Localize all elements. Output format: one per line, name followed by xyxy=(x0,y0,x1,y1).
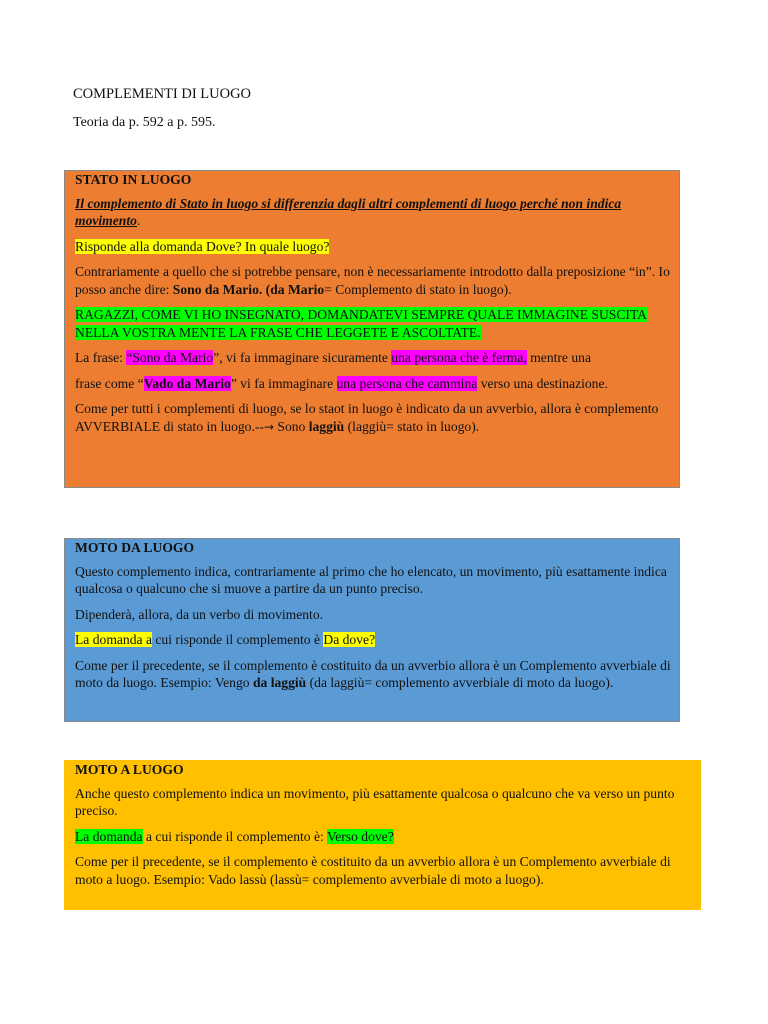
stato-paragraph-1 xyxy=(75,263,671,298)
f2-c: verso una destinazione. xyxy=(477,375,608,391)
moto-da-luogo-box xyxy=(64,538,680,722)
moto-da-question-highlight-2: Da dove? xyxy=(323,632,376,647)
stato-heading: STATO IN LUOGO xyxy=(75,172,192,187)
f2-a: frase come “ xyxy=(75,375,144,391)
f1-a: La frase: xyxy=(75,350,127,365)
f1-highlight: “Sono da Mario xyxy=(126,350,214,365)
moto-da-paragraph-4 xyxy=(75,657,671,692)
moto-da-p4-b: (da laggiù= complemento avverbiale di moto da luogo). xyxy=(306,675,614,690)
arrow-right-icon: → xyxy=(263,419,274,434)
moto-da-question-mid: cui risponde il complemento è xyxy=(152,632,324,647)
stato-frase-2 xyxy=(75,375,671,393)
stato-p1-b: = Complemento di stato in luogo). xyxy=(324,281,512,297)
moto-da-p4-bold: da laggiù xyxy=(252,675,307,690)
stato-paragraph-3 xyxy=(75,400,671,436)
stato-p3-c: (laggiù= stato in luogo). xyxy=(344,418,480,434)
f1-c: mentre una xyxy=(526,350,591,365)
stato-p3-a: Come per tutti i complementi di luogo, se lo staot in luogo è indicato da un avverbio, allora è complemento AVVERBIALE di stato in luogo.-- xyxy=(75,401,659,434)
moto-da-question xyxy=(75,631,671,649)
stato-question xyxy=(75,238,671,256)
moto-a-question xyxy=(75,828,692,846)
document-subtitle: Teoria da p. 592 a p. 595. xyxy=(73,115,216,130)
stato-p1-a: Contrariamente a quello che si potrebbe pensare, non è necessariamente introdotto dalla preposizione “in”. Io posso anche dire: xyxy=(75,264,670,297)
stato-p3-b: Sono xyxy=(273,418,309,434)
stato-in-luogo-box xyxy=(64,170,680,488)
moto-a-question-highlight-2: Verso dove? xyxy=(326,828,394,844)
document-title: COMPLEMENTI DI LUOGO xyxy=(73,86,252,102)
f2-b: ” vi fa immaginare xyxy=(230,375,337,391)
moto-a-paragraph-1: Anche questo complemento indica un movimento, più esattamente qualcosa o qualcuno che va verso un punto preciso. xyxy=(75,785,675,818)
stato-caps xyxy=(75,306,671,341)
moto-a-luogo-box xyxy=(64,760,701,910)
stato-frase-1 xyxy=(75,349,671,367)
moto-da-paragraph-1: Questo complemento indica, contrariamente al primo che ho elencato, un movimento, più esattamente indica qualcosa o qualcuno che si muove a partire da un punto preciso. xyxy=(75,563,667,596)
stato-intro xyxy=(75,195,671,230)
stato-question-highlight: Risponde alla domanda Dove? In quale luogo? xyxy=(75,238,330,254)
moto-a-question-mid: a cui risponde il complemento è: xyxy=(142,828,327,844)
moto-da-question-highlight: La domanda a xyxy=(75,632,152,647)
moto-da-paragraph-2: Dipenderà, allora, da un verbo di movimento. xyxy=(75,606,324,622)
moto-a-question-highlight: La domanda xyxy=(75,828,143,844)
f1-highlight-2: una persona che è ferma, xyxy=(391,350,527,365)
f2-highlight: Vado da Mario xyxy=(143,375,231,391)
stato-intro-text: Il complemento di Stato in luogo si differenzia dagli altri complementi di luogo perché non indica movimento xyxy=(75,195,622,228)
moto-a-heading: MOTO A LUOGO xyxy=(75,762,184,777)
f2-highlight-2: una persona che cammina xyxy=(336,375,478,391)
moto-da-p4-a: Come per il precedente, se il complemento è costituito da un avverbio allora è un Complemento avverbiale di moto da luogo. Esempio: Vengo xyxy=(75,657,671,690)
moto-a-paragraph-3: Come per il precedente, se il complemento è costituito da un avverbio allora è un Complemento avverbiale di moto a luogo. Esempio: Vado lassù (lassù= complemento avverbiale di moto a luogo). xyxy=(75,854,671,887)
stato-caps-highlight: RAGAZZI, COME VI HO INSEGNATO, DOMANDATEVI SEMPRE QUALE IMMAGINE SUSCITA NELLA VOSTRA MENTE LA FRASE CHE LEGGETE E ASCOLTATE. xyxy=(75,307,647,340)
moto-da-heading: MOTO DA LUOGO xyxy=(75,540,195,555)
stato-p3-bold: laggiù xyxy=(308,418,345,434)
stato-p1-bold: Sono da Mario. (da Mario xyxy=(172,281,325,297)
f1-b: ”, vi fa immaginare sicuramente xyxy=(213,350,392,365)
stato-intro-end: . xyxy=(136,213,141,228)
